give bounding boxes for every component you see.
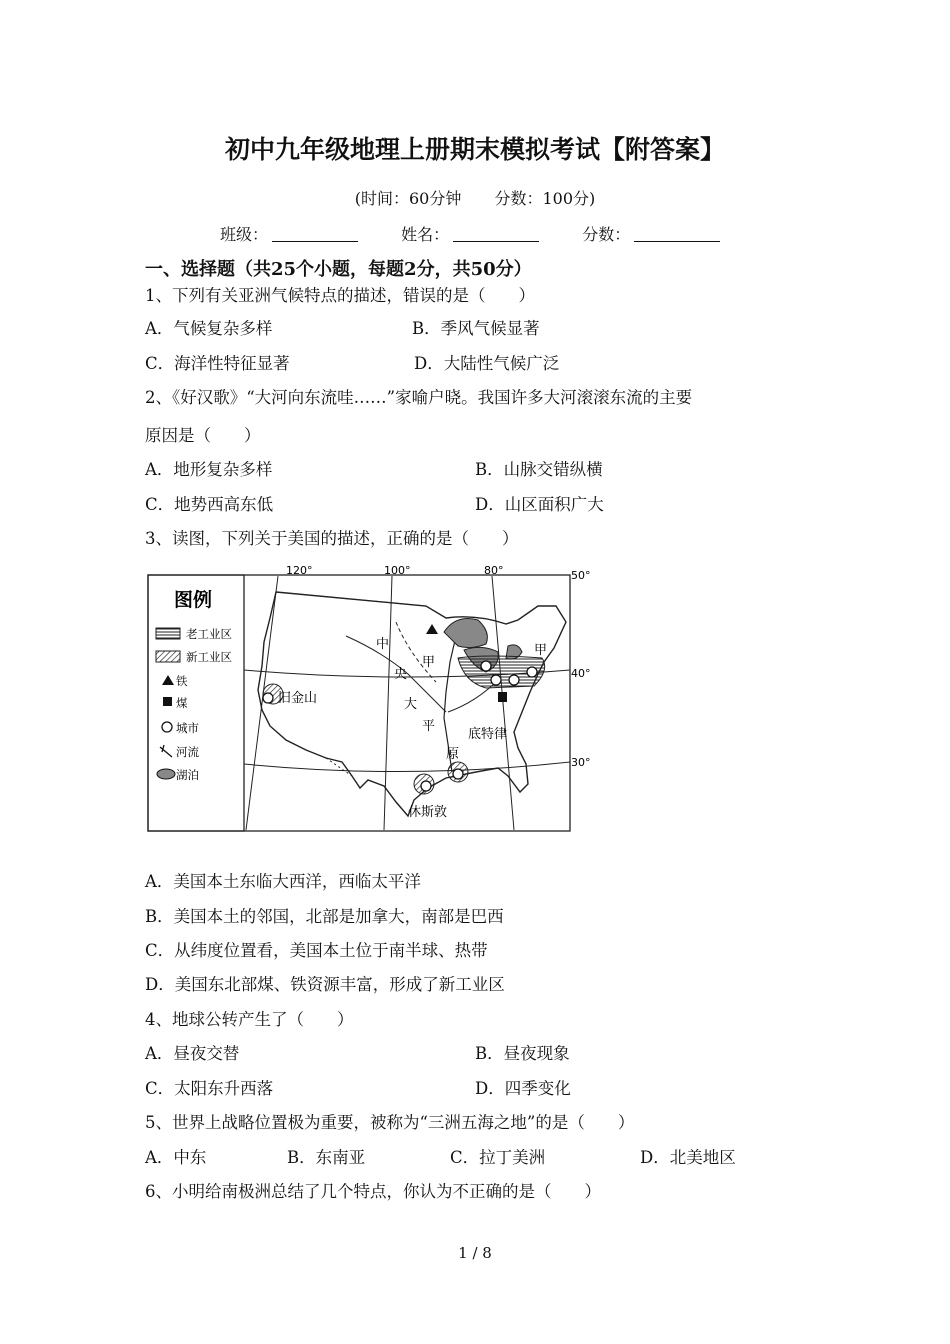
city-san-francisco [263,693,273,703]
question-1-stem: 1、下列有关亚洲气候特点的描述，错误的是（ ） [145,286,535,305]
legend-river: 河流 [176,745,199,759]
label-san-francisco: 旧金山 [278,691,318,706]
exam-total-score: 分数：100分) [494,189,596,208]
map-figure [146,562,596,834]
question-2-stem-line1: 2、《好汉歌》“大河向东流哇……”家喻户晓。我国许多大河滚滚东流的主要 [145,388,693,407]
legend-lake: 湖泊 [176,768,199,782]
legend-iron: 铁 [176,674,188,688]
legend-new-industry: 新工业区 [186,650,232,664]
label-central-1: 中 [376,637,390,652]
question-3-option-b[interactable]: B．美国本土的邻国，北部是加拿大，南部是巴西 [145,907,504,926]
question-2-option-a[interactable]: A．地形复杂多样 [145,460,273,479]
coal-icon [163,697,172,706]
city-pittsburgh [509,675,519,685]
class-field[interactable] [220,222,358,245]
question-5-stem: 5、世界上战略位置极为重要，被称为“三洲五海之地”的是（ ） [145,1113,635,1132]
lat-40-label: 40° [571,667,591,680]
label-central-5: 原 [446,747,460,762]
page-number: 1 / 8 [458,1244,492,1262]
label-houston: 休斯敦 [408,805,448,820]
exam-time: (时间：60分钟 [354,189,462,208]
city-new-orleans [453,769,463,779]
score-blank[interactable] [634,225,720,242]
city-houston [421,781,431,791]
question-4-option-c[interactable]: C．太阳东升西落 [145,1079,274,1098]
label-central-3: 大 [404,697,418,712]
section-heading: 一、选择题（共25个小题，每题2分，共50分） [145,259,532,280]
question-1-option-a[interactable]: A．气候复杂多样 [145,319,273,338]
question-4-stem: 4、地球公转产生了（ ） [145,1010,354,1029]
name-label: 姓名： [401,225,450,244]
meridian-80 [492,576,514,830]
legend-old-industry-swatch [156,628,180,639]
usa-industry-map [146,562,596,834]
question-2-option-c[interactable]: C．地势西高东低 [145,495,274,514]
city-icon [162,722,172,732]
label-central-4: 平 [422,719,436,734]
legend-old-industry: 老工业区 [186,627,232,641]
score-field[interactable] [582,222,720,245]
name-field[interactable] [401,222,539,245]
exam-info [0,186,950,209]
question-4-option-b[interactable]: B．昼夜现象 [475,1044,570,1063]
question-5-option-b[interactable]: B．东南亚 [287,1148,366,1167]
label-jia-east: 甲 [534,643,548,658]
question-5-option-d[interactable]: D．北美地区 [640,1148,736,1167]
lat-30-label: 30° [571,756,591,769]
question-6-stem: 6、小明给南极洲总结了几个特点，你认为不正确的是（ ） [145,1182,601,1201]
student-fields [220,222,758,245]
lon-120-label: 120° [286,564,313,577]
question-2-stem-line2: 原因是（ ） [145,426,261,445]
question-1-option-b[interactable]: B．季风气候显著 [412,319,540,338]
question-5-option-a[interactable]: A．中东 [145,1148,207,1167]
question-1-option-c[interactable]: C．海洋性特征显著 [145,354,290,373]
legend-title: 图例 [174,589,213,611]
lon-100-label: 100° [384,564,411,577]
label-jia-west: 甲 [422,655,436,670]
question-3-option-d[interactable]: D．美国东北部煤、铁资源丰富，形成了新工业区 [145,975,505,994]
city-chicago [481,661,491,671]
legend-coal: 煤 [176,696,188,710]
lake-superior [444,619,487,648]
score-label: 分数： [582,225,631,244]
question-4-option-a[interactable]: A．昼夜交替 [145,1044,240,1063]
legend-new-industry-swatch [156,651,180,662]
city-new-york [527,667,537,677]
coal-deposit [498,692,507,702]
river-icon [160,745,172,757]
class-blank[interactable] [272,225,358,242]
question-1-option-d[interactable]: D．大陆性气候广泛 [414,354,560,373]
question-3-option-a[interactable]: A．美国本土东临大西洋，西临太平洋 [145,872,421,891]
label-detroit: 底特律 [468,727,508,742]
question-2-option-b[interactable]: B．山脉交错纵横 [475,460,603,479]
lat-50-label: 50° [571,569,591,582]
question-4-option-d[interactable]: D．四季变化 [475,1079,571,1098]
page-title: 初中九年级地理上册期末模拟考试【附答案】 [224,135,725,164]
lon-80-label: 80° [484,564,504,577]
city-detroit [491,675,501,685]
legend-city: 城市 [176,721,199,735]
question-5-option-c[interactable]: C．拉丁美洲 [450,1148,546,1167]
parallel-30 [244,762,570,772]
lake-icon [157,769,175,779]
iron-deposit [426,624,438,634]
question-3-stem: 3、读图，下列关于美国的描述，正确的是（ ） [145,529,519,548]
iron-icon [162,675,174,685]
question-3-option-c[interactable]: C．从纬度位置看，美国本土位于南半球、热带 [145,941,488,960]
label-central-2: 央 [394,667,408,682]
name-blank[interactable] [453,225,539,242]
class-label: 班级： [220,225,269,244]
question-2-option-d[interactable]: D．山区面积广大 [475,495,604,514]
